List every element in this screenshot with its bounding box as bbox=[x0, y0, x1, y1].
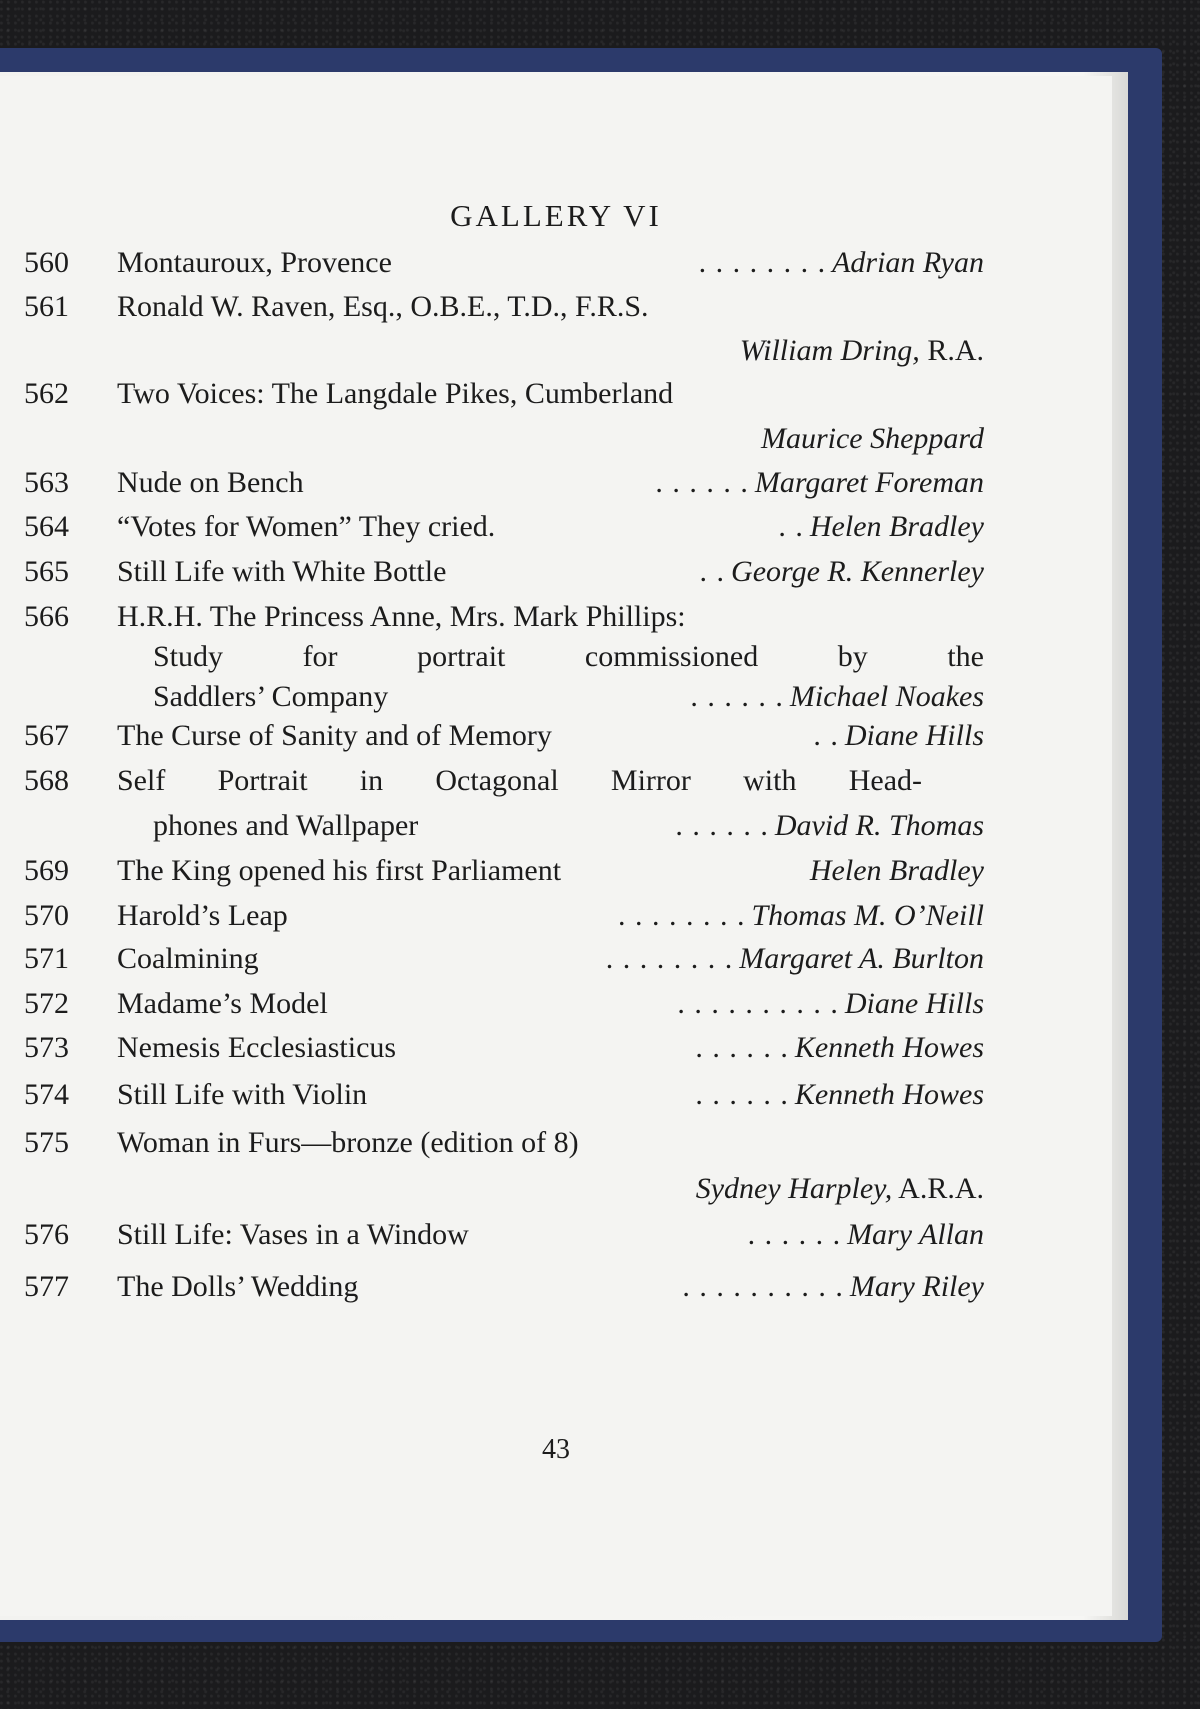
entry-number: 565 bbox=[24, 555, 69, 588]
entry-number: 576 bbox=[24, 1218, 69, 1251]
gallery-title: GALLERY VI bbox=[450, 198, 662, 233]
entry-number: 570 bbox=[24, 899, 69, 932]
entry-title: The Curse of Sanity and of Memory bbox=[117, 719, 552, 752]
leader-dots: . . bbox=[813, 719, 839, 752]
artist-name: Michael Noakes bbox=[789, 680, 984, 713]
entry-number: 561 bbox=[24, 290, 69, 323]
leader-dots: . . bbox=[778, 510, 804, 543]
artist-name: Maurice Sheppard bbox=[760, 422, 984, 455]
leader-dots: . . bbox=[699, 555, 726, 588]
artist-name: Kenneth Howes bbox=[794, 1078, 984, 1111]
leader-dots: . . . . . . bbox=[690, 680, 784, 713]
entry-number: 564 bbox=[24, 510, 69, 543]
artist-suffix: A.R.A. bbox=[892, 1172, 984, 1205]
leader-dots: . . . . . . bbox=[695, 1078, 789, 1111]
artist-name: Kenneth Howes bbox=[794, 1031, 984, 1064]
artist-name: Margaret A. Burlton bbox=[739, 942, 984, 975]
entry-title-line-1: Self Portrait in Octagonal Mirror with Head- bbox=[117, 764, 922, 797]
leader-dots: . . . . . . . . bbox=[698, 246, 827, 279]
leader-dots: . . . . . . . . bbox=[605, 942, 734, 975]
entry-number: 574 bbox=[24, 1078, 69, 1111]
leader-dots: . . . . . . . . . . bbox=[682, 1270, 844, 1303]
leader-dots: . . . . . . bbox=[675, 809, 769, 842]
entry-number: 560 bbox=[24, 246, 69, 279]
artist-name: David R. Thomas bbox=[774, 809, 984, 842]
entry-title: Harold’s Leap bbox=[117, 899, 288, 932]
leader-dots: . . . . . . . . bbox=[618, 899, 746, 932]
entry-title: “Votes for Women” They cried. bbox=[117, 510, 496, 543]
leader-dots: . . . . . . bbox=[655, 466, 749, 499]
leader-dots: . . . . . . bbox=[747, 1218, 842, 1251]
artist-name: Margaret Foreman bbox=[754, 466, 984, 499]
artist-name: Mary Riley bbox=[849, 1270, 984, 1303]
entry-number: 568 bbox=[24, 764, 69, 797]
entry-title: Nemesis Ecclesiasticus bbox=[117, 1031, 397, 1064]
entry-number: 562 bbox=[24, 377, 69, 410]
entry-title: Still Life with White Bottle bbox=[117, 555, 447, 588]
leader-dots: . . . . . . bbox=[695, 1031, 789, 1064]
entry-number: 569 bbox=[24, 854, 69, 887]
artist-name: Diane Hills bbox=[844, 719, 984, 752]
artist-name: Mary Allan bbox=[847, 1218, 984, 1251]
page-number: 43 bbox=[542, 1434, 570, 1465]
catalogue-page bbox=[0, 76, 1112, 1616]
entry-title-line-2: phones and Wallpaper bbox=[153, 809, 419, 842]
entry-title: Woman in Furs—bronze (edition of 8) bbox=[117, 1126, 579, 1159]
artist-name: Helen Bradley bbox=[809, 510, 984, 543]
entry-title: Still Life: Vases in a Window bbox=[117, 1218, 469, 1251]
artist-name: Thomas M. O’Neill bbox=[751, 899, 984, 932]
entry-number: 575 bbox=[24, 1126, 69, 1159]
entry-title: Still Life with Violin bbox=[117, 1078, 368, 1111]
artist-name: Helen Bradley bbox=[809, 854, 984, 887]
entry-title: Montauroux, Provence bbox=[117, 246, 392, 279]
artist-name: William Dring, bbox=[739, 334, 920, 367]
entry-title: Two Voices: The Langdale Pikes, Cumberland bbox=[117, 377, 674, 410]
entry-title: Ronald W. Raven, Esq., O.B.E., T.D., F.R.S. bbox=[117, 290, 649, 323]
leader-dots: . . . . . . . . . . bbox=[677, 987, 839, 1020]
entry-title-line-3: Saddlers’ Company bbox=[153, 680, 389, 713]
entry-title: The Dolls’ Wedding bbox=[117, 1270, 359, 1303]
entry-number: 571 bbox=[24, 942, 69, 975]
entry-title: The King opened his first Parliament bbox=[117, 854, 562, 887]
entry-title-line-1: H.R.H. The Princess Anne, Mrs. Mark Phillips: bbox=[117, 600, 686, 633]
artist-name: Adrian Ryan bbox=[832, 246, 984, 279]
entry-title: Madame’s Model bbox=[117, 987, 328, 1020]
artist-name: Diane Hills bbox=[844, 987, 984, 1020]
entry-title: Nude on Bench bbox=[117, 466, 304, 499]
entry-number: 567 bbox=[24, 719, 69, 752]
entry-number: 566 bbox=[24, 600, 69, 633]
entry-number: 577 bbox=[24, 1270, 69, 1303]
entry-number: 572 bbox=[24, 987, 69, 1020]
entry-title: Coalmining bbox=[117, 942, 259, 975]
entry-number: 563 bbox=[24, 466, 69, 499]
entry-title-line-2: Study for portrait commissioned by the bbox=[153, 640, 984, 673]
entry-number: 573 bbox=[24, 1031, 69, 1064]
artist-name: George R. Kennerley bbox=[731, 555, 984, 588]
artist-name: Sydney Harpley, bbox=[695, 1172, 893, 1205]
artist-suffix: R.A. bbox=[919, 334, 984, 367]
